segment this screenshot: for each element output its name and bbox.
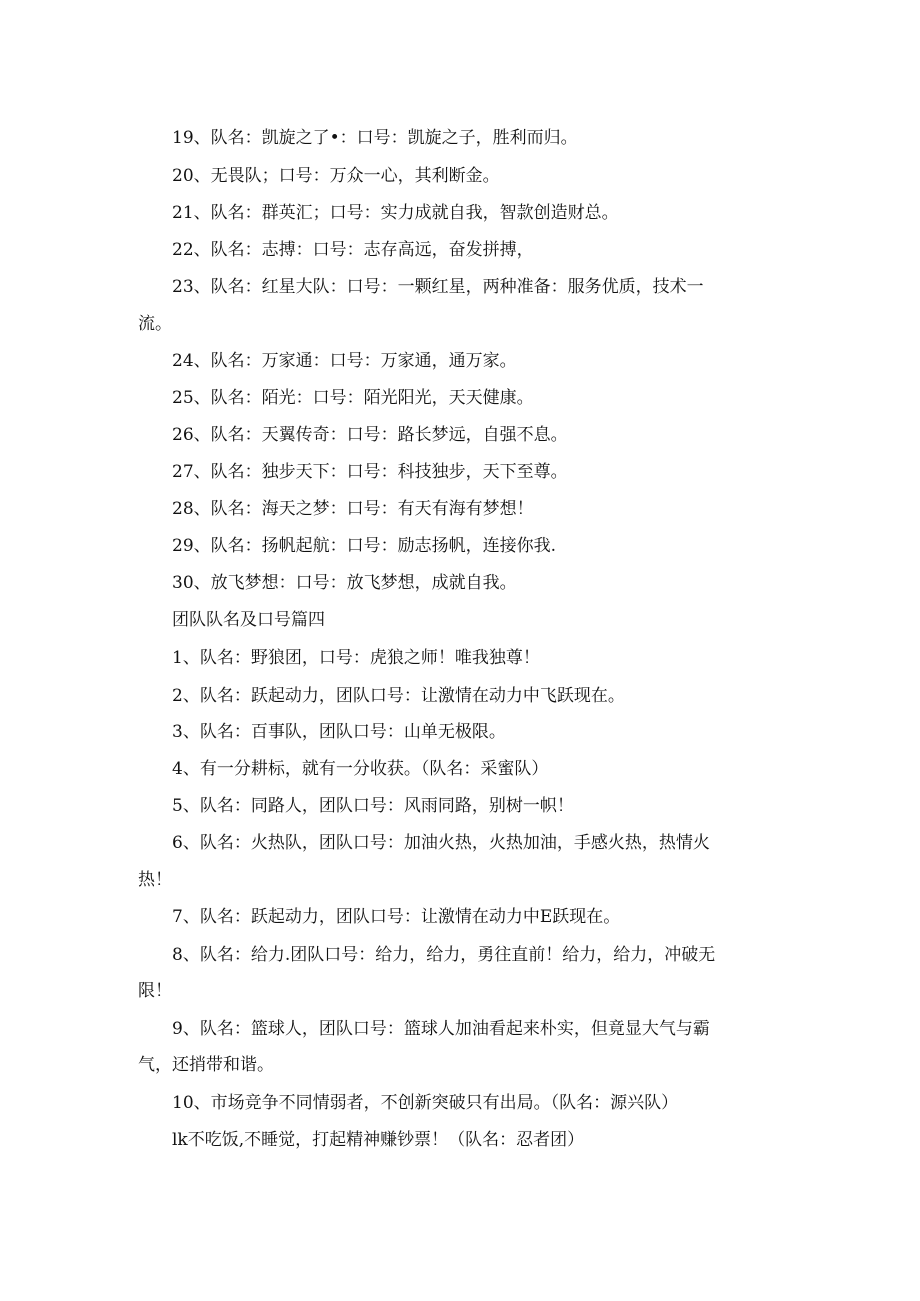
list-item: 3、队名：百事队，团队口号：山单无极限。 [172, 722, 506, 742]
list-item: 29、队名：扬帆起航：口号：励志扬帆，连接你我. [172, 536, 557, 556]
list-item: 1、队名：野狼团，口号：虎狼之师！唯我独尊！ [172, 648, 540, 668]
section-heading: 团队队名及口号篇四 [172, 610, 325, 630]
list-item-continuation: 限！ [138, 981, 172, 1001]
list-item: 28、队名：海天之梦：口号：有天有海有梦想！ [172, 499, 534, 519]
list-item: 25、队名：陌光：口号：陌光阳光，天天健康。 [172, 388, 534, 408]
list-item: 24、队名：万家通：口号：万家通，通万家。 [172, 351, 517, 371]
list-item: 7、队名：跃起动力，团队口号：让激情在动力中E跃现在。 [172, 907, 621, 927]
list-item-continuation: 热！ [138, 870, 172, 890]
list-item: 27、队名：独步天下：口号：科技独步，天下至尊。 [172, 462, 568, 482]
list-item: 21、队名：群英汇；口号：实力成就自我，智款创造财总。 [172, 203, 619, 223]
list-item: 6、队名：火热队，团队口号：加油火热，火热加油，手感火热，热情火 [172, 833, 710, 853]
list-item: 30、放飞梦想：口号：放飞梦想，成就自我。 [172, 573, 517, 593]
list-item: 2、队名：跃起动力，团队口号：让激情在动力中飞跃现在。 [172, 686, 625, 706]
list-item: 26、队名：天翼传奇：口号：路长梦远，自强不息。 [172, 425, 568, 445]
list-item-continuation: 气，还捎带和谐。 [138, 1055, 274, 1075]
list-item: 20、无畏队；口号：万众一心，其利断金。 [172, 166, 500, 186]
list-item: 22、队名：志搏：口号：志存高远，奋发拼搏， [172, 240, 534, 260]
list-item: 8、队名：给力.团队口号：给力，给力，勇往直前！给力，给力，冲破无 [172, 945, 716, 965]
list-item: lk不吃饭,不睡觉，打起精神赚钞票！（队名：忍者团） [172, 1130, 585, 1150]
list-item: 23、队名：红星大队：口号：一颗红星，两种准备：服务优质，技术一 [172, 277, 704, 297]
list-item: 9、队名：篮球人，团队口号：篮球人加油看起来朴实，但竟显大气与霸 [172, 1019, 710, 1039]
list-item: 5、队名：同路人，团队口号：风雨同路，别树一帜！ [172, 796, 574, 816]
list-item: 19、队名：凯旋之了•：口号：凯旋之子，胜利而归。 [172, 128, 578, 148]
list-item-continuation: 流。 [138, 314, 172, 334]
list-item: 10、市场竞争不同情弱者，不创新突破只有出局。（队名：源兴队） [172, 1093, 679, 1113]
list-item: 4、有一分耕标，就有一分收获。（队名：采蜜队） [172, 759, 549, 779]
